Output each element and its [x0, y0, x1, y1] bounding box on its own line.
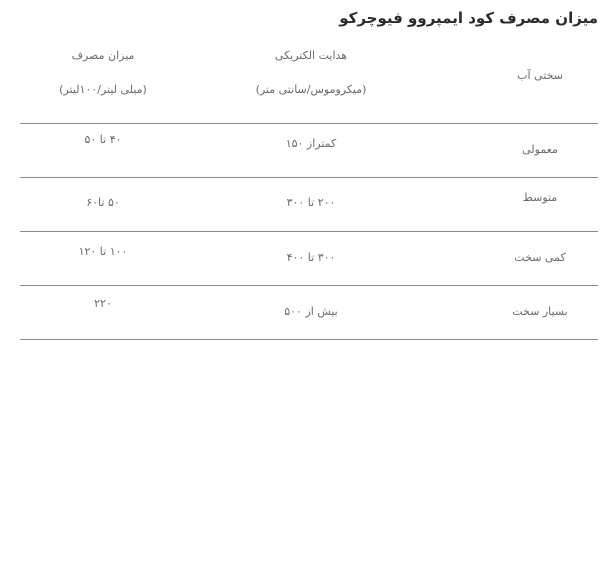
- cell-hardness: متوسط: [522, 191, 558, 204]
- cell-conductivity: ۳۰۰ تا ۴۰۰: [286, 251, 336, 264]
- cell-conductivity: بیش از ۵۰۰: [284, 305, 338, 318]
- table-row: [20, 286, 598, 340]
- header-conductivity: هدایت الکتریکی: [274, 49, 348, 62]
- cell-hardness: کمی سخت: [514, 251, 566, 264]
- table-row: [20, 232, 598, 286]
- page-title: میزان مصرف کود ایمپروو فیوچرکو: [339, 9, 598, 27]
- table-row: [20, 124, 598, 178]
- table-row: [20, 178, 598, 232]
- cell-usage: ۲۲۰: [94, 297, 112, 310]
- header-usage: میزان مصرف: [71, 49, 135, 62]
- usage-table: [20, 34, 598, 340]
- header-conductivity-unit: (میکروموس/سانتی متر): [255, 83, 367, 96]
- cell-conductivity: کمتراز ۱۵۰: [285, 137, 337, 150]
- cell-hardness: بسیار سخت: [512, 305, 568, 318]
- cell-usage: ۴۰ تا ۵۰: [84, 133, 122, 146]
- header-water-hardness: سختی آب: [517, 69, 563, 82]
- cell-usage: ۱۰۰ تا ۱۲۰: [78, 245, 128, 258]
- cell-usage: ۵۰ تا۶۰: [86, 196, 120, 209]
- header-usage-unit: (میلی لیتر/۱۰۰لیتر): [59, 83, 147, 96]
- cell-conductivity: ۲۰۰ تا ۳۰۰: [286, 196, 336, 209]
- cell-hardness: معمولی: [522, 143, 558, 156]
- table-header-row: [20, 34, 598, 124]
